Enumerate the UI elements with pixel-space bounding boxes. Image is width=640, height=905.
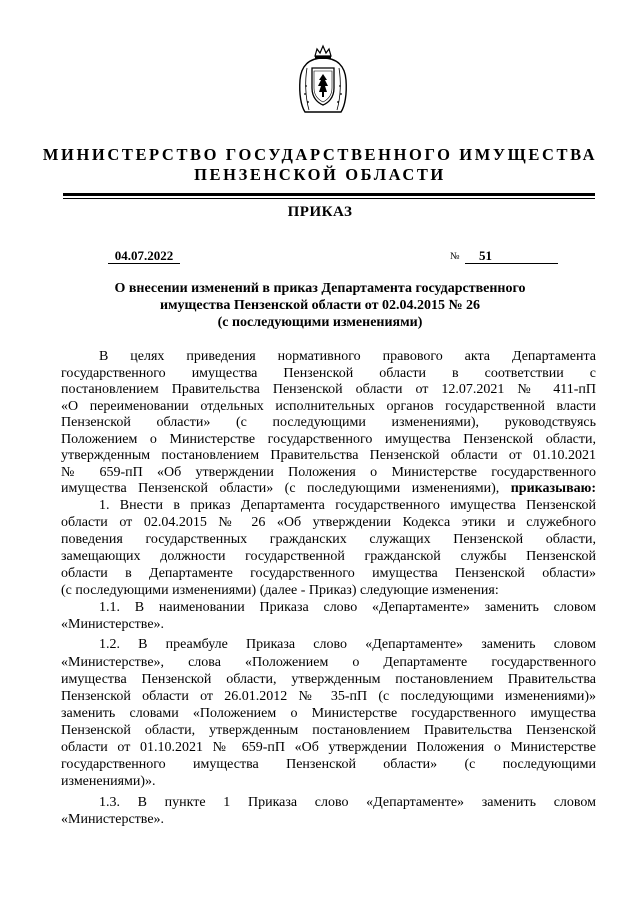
body-line: 1.3. В пункте 1 Приказа слово «Департаменте» заменить словом (99, 795, 596, 810)
body-line: области от 02.04.2015 № 26 «Об утверждении Кодекса этики и служебного (61, 515, 596, 530)
body-line: 1.2. В преамбуле Приказа слово «Департаменте» заменить словом (99, 637, 596, 652)
body-line: поведения государственных гражданских служащих Пензенской области, (61, 532, 596, 547)
body-line: № 659-пП «Об утверждении Положения о Министерстве государственного (61, 465, 596, 480)
ministry-name-line2: ПЕНЗЕНСКОЙ ОБЛАСТИ (194, 165, 446, 184)
body-line-text: имущества Пензенской области» (с последующими изменениями), (61, 481, 500, 496)
body-line: государственного имущества Пензенской области в соответствии с (61, 366, 596, 381)
body-line: изменениями)». (61, 774, 156, 789)
order-subject-line1: О внесении изменений в приказ Департамента государственного (114, 281, 526, 296)
order-number: 51 (465, 248, 558, 264)
body-line: Положением о Министерстве государственного имущества Пензенской области, (61, 432, 596, 447)
body-line: Пензенской области от 26.01.2012 № 35-пП (с последующими изменениями)» (61, 689, 596, 704)
ministry-name-line1: МИНИСТЕРСТВО ГОСУДАРСТВЕННОГО ИМУЩЕСТВА (42, 145, 598, 164)
order-date: 04.07.2022 (108, 248, 180, 264)
order-subject-line2: имущества Пензенской области от 02.04.2015 № 26 (159, 298, 481, 313)
body-line: Пензенской области» (с последующими изменениями), руководствуясь (61, 415, 596, 430)
body-line: утвержденным постановлением Правительства Пензенской области от 01.10.2021 (61, 448, 596, 463)
coat-of-arms-icon (297, 44, 349, 114)
body-line: «Министерстве». (61, 812, 165, 827)
body-line-with-emphasis (61, 481, 596, 497)
order-subject-line3: (с последующими изменениями) (217, 315, 423, 330)
body-line: «Министерстве», слова «Положением о Департаменте государственного (61, 655, 596, 670)
body-line: имущества Пензенской области, утвержденным постановлением Правительства (61, 672, 596, 687)
body-line: государственного имущества Пензенской области» (с последующими (61, 757, 596, 772)
header-divider-thin (63, 198, 595, 199)
body-line: Пензенской области, утвержденным постановлением Правительства Пензенской (61, 723, 596, 738)
body-line: области от 01.10.2021 № 659-пП «Об утверждении Положения о Министерстве (61, 740, 596, 755)
body-line: постановлением Правительства Пензенской области от 12.07.2021 № 411-пП (61, 382, 596, 397)
body-line: (с последующими изменениями) (далее - Приказ) следующие изменения: (61, 583, 499, 598)
body-line: заменить словами «Положением о Министерстве государственного имущества (61, 706, 596, 721)
body-line: 1.1. В наименовании Приказа слово «Департаменте» заменить словом (99, 600, 596, 615)
order-number-sign: № (450, 251, 460, 262)
order-title: ПРИКАЗ (287, 204, 353, 220)
header-divider-thick (63, 193, 595, 196)
body-line: замещающих должности государственной гражданской службы Пензенской (61, 549, 596, 564)
body-line: «О переименовании отдельных исполнительных органов государственной власти (61, 399, 596, 414)
body-line: 1. Внести в приказ Департамента государственного имущества Пензенской (99, 498, 596, 513)
body-line: «Министерстве». (61, 617, 165, 632)
order-keyword: приказываю: (510, 481, 596, 496)
body-line: области в Департаменте государственного имущества Пензенской области» (61, 566, 596, 581)
body-line: В целях приведения нормативного правового акта Департамента (99, 349, 596, 364)
